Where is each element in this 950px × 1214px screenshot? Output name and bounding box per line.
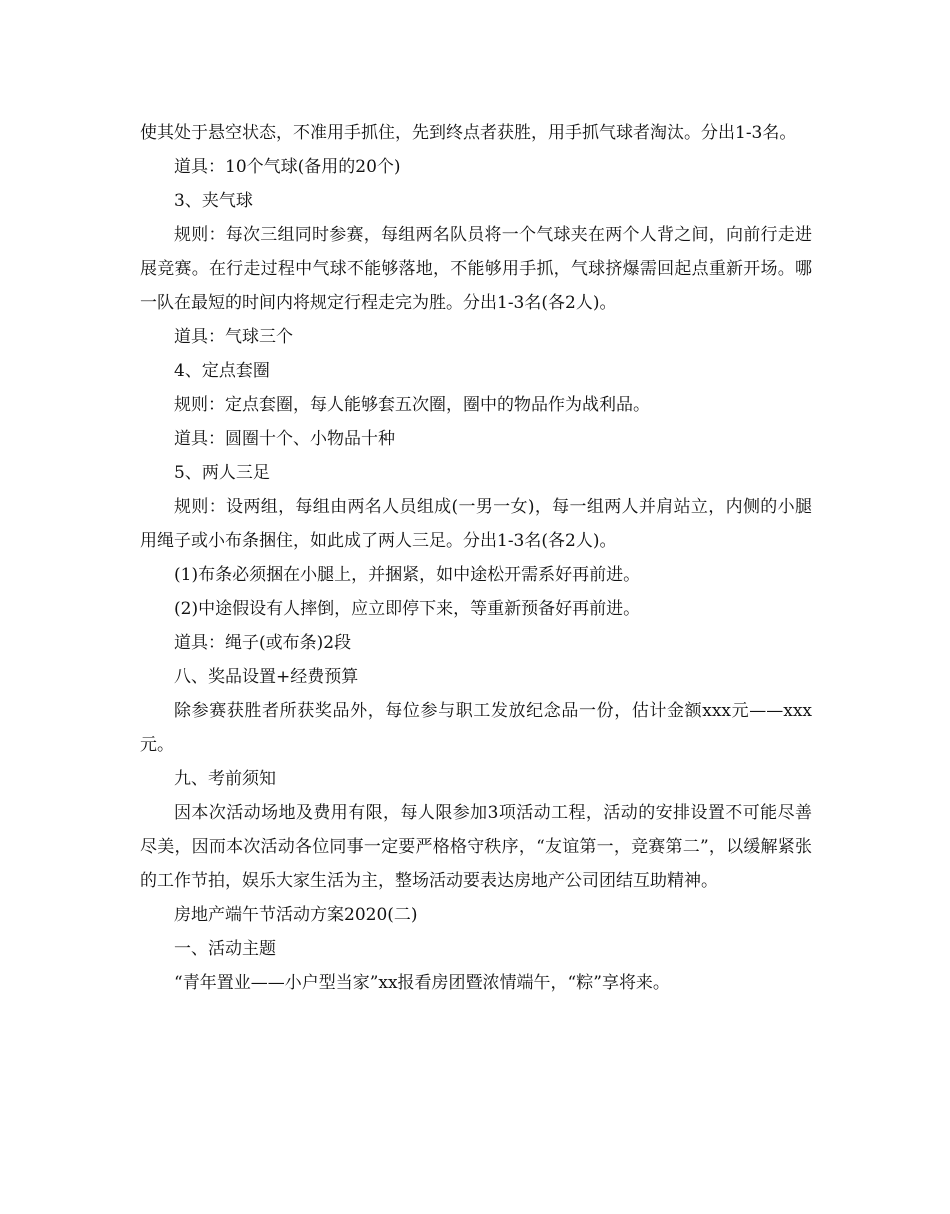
section-heading: 九、考前须知 — [174, 769, 276, 789]
document-body — [140, 116, 812, 1000]
section-heading: 3、夹气球 — [174, 191, 253, 211]
paragraph: 道具：气球三个 — [174, 327, 293, 347]
list-item: (1)布条必须捆在小腿上，并捆紧，如中途松开需系好再前进。 — [174, 565, 641, 585]
paragraph: 因本次活动场地及费用有限，每人限参加3项活动工程，活动的安排设置不可能尽善尽美，因而本次活动各位同事一定要严格格守秩序，“友谊第一，竞赛第二”，以缓解紧张的工作节拍，娱乐大家生活为主，整场活动要表达房地产公司团结互助精神。 — [140, 803, 812, 891]
paragraph: “青年置业——小户型当家”xx报看房团暨浓情端午，“粽”享将来。 — [174, 973, 670, 993]
section-heading: 一、活动主题 — [174, 939, 276, 959]
paragraph: 除参赛获胜者所获奖品外，每位参与职工发放纪念品一份，估计金额xxx元——xxx元。 — [140, 701, 812, 755]
paragraph: 道具：圆圈十个、小物品十种 — [174, 429, 395, 449]
section-heading: 4、定点套圈 — [174, 361, 270, 381]
section-heading: 八、奖品设置+经费预算 — [174, 667, 359, 687]
paragraph: 规则：设两组，每组由两名人员组成(一男一女)，每一组两人并肩站立，内侧的小腿用绳子或小布条捆住，如此成了两人三足。分出1-3名(各2人)。 — [140, 497, 812, 551]
paragraph: 规则：定点套圈，每人能够套五次圈，圈中的物品作为战利品。 — [174, 395, 650, 415]
section-heading: 5、两人三足 — [174, 463, 270, 483]
list-item: (2)中途假设有人摔倒，应立即停下来，等重新预备好再前进。 — [174, 599, 641, 619]
paragraph: 规则：每次三组同时参赛，每组两名队员将一个气球夹在两个人背之间，向前行走进展竞赛。在行走过程中气球不能够落地，不能够用手抓，气球挤爆需回起点重新开场。哪一队在最短的时间内将规定行程走完为胜。分出1-3名(各2人)。 — [140, 225, 812, 313]
paragraph: 道具：绳子(或布条)2段 — [174, 633, 352, 653]
paragraph: 使其处于悬空状态，不准用手抓住，先到终点者获胜，用手抓气球者淘汰。分出1-3名。 — [140, 123, 797, 143]
paragraph: 道具：10个气球(备用的20个) — [174, 157, 401, 177]
document-title: 房地产端午节活动方案2020(二) — [174, 905, 418, 925]
